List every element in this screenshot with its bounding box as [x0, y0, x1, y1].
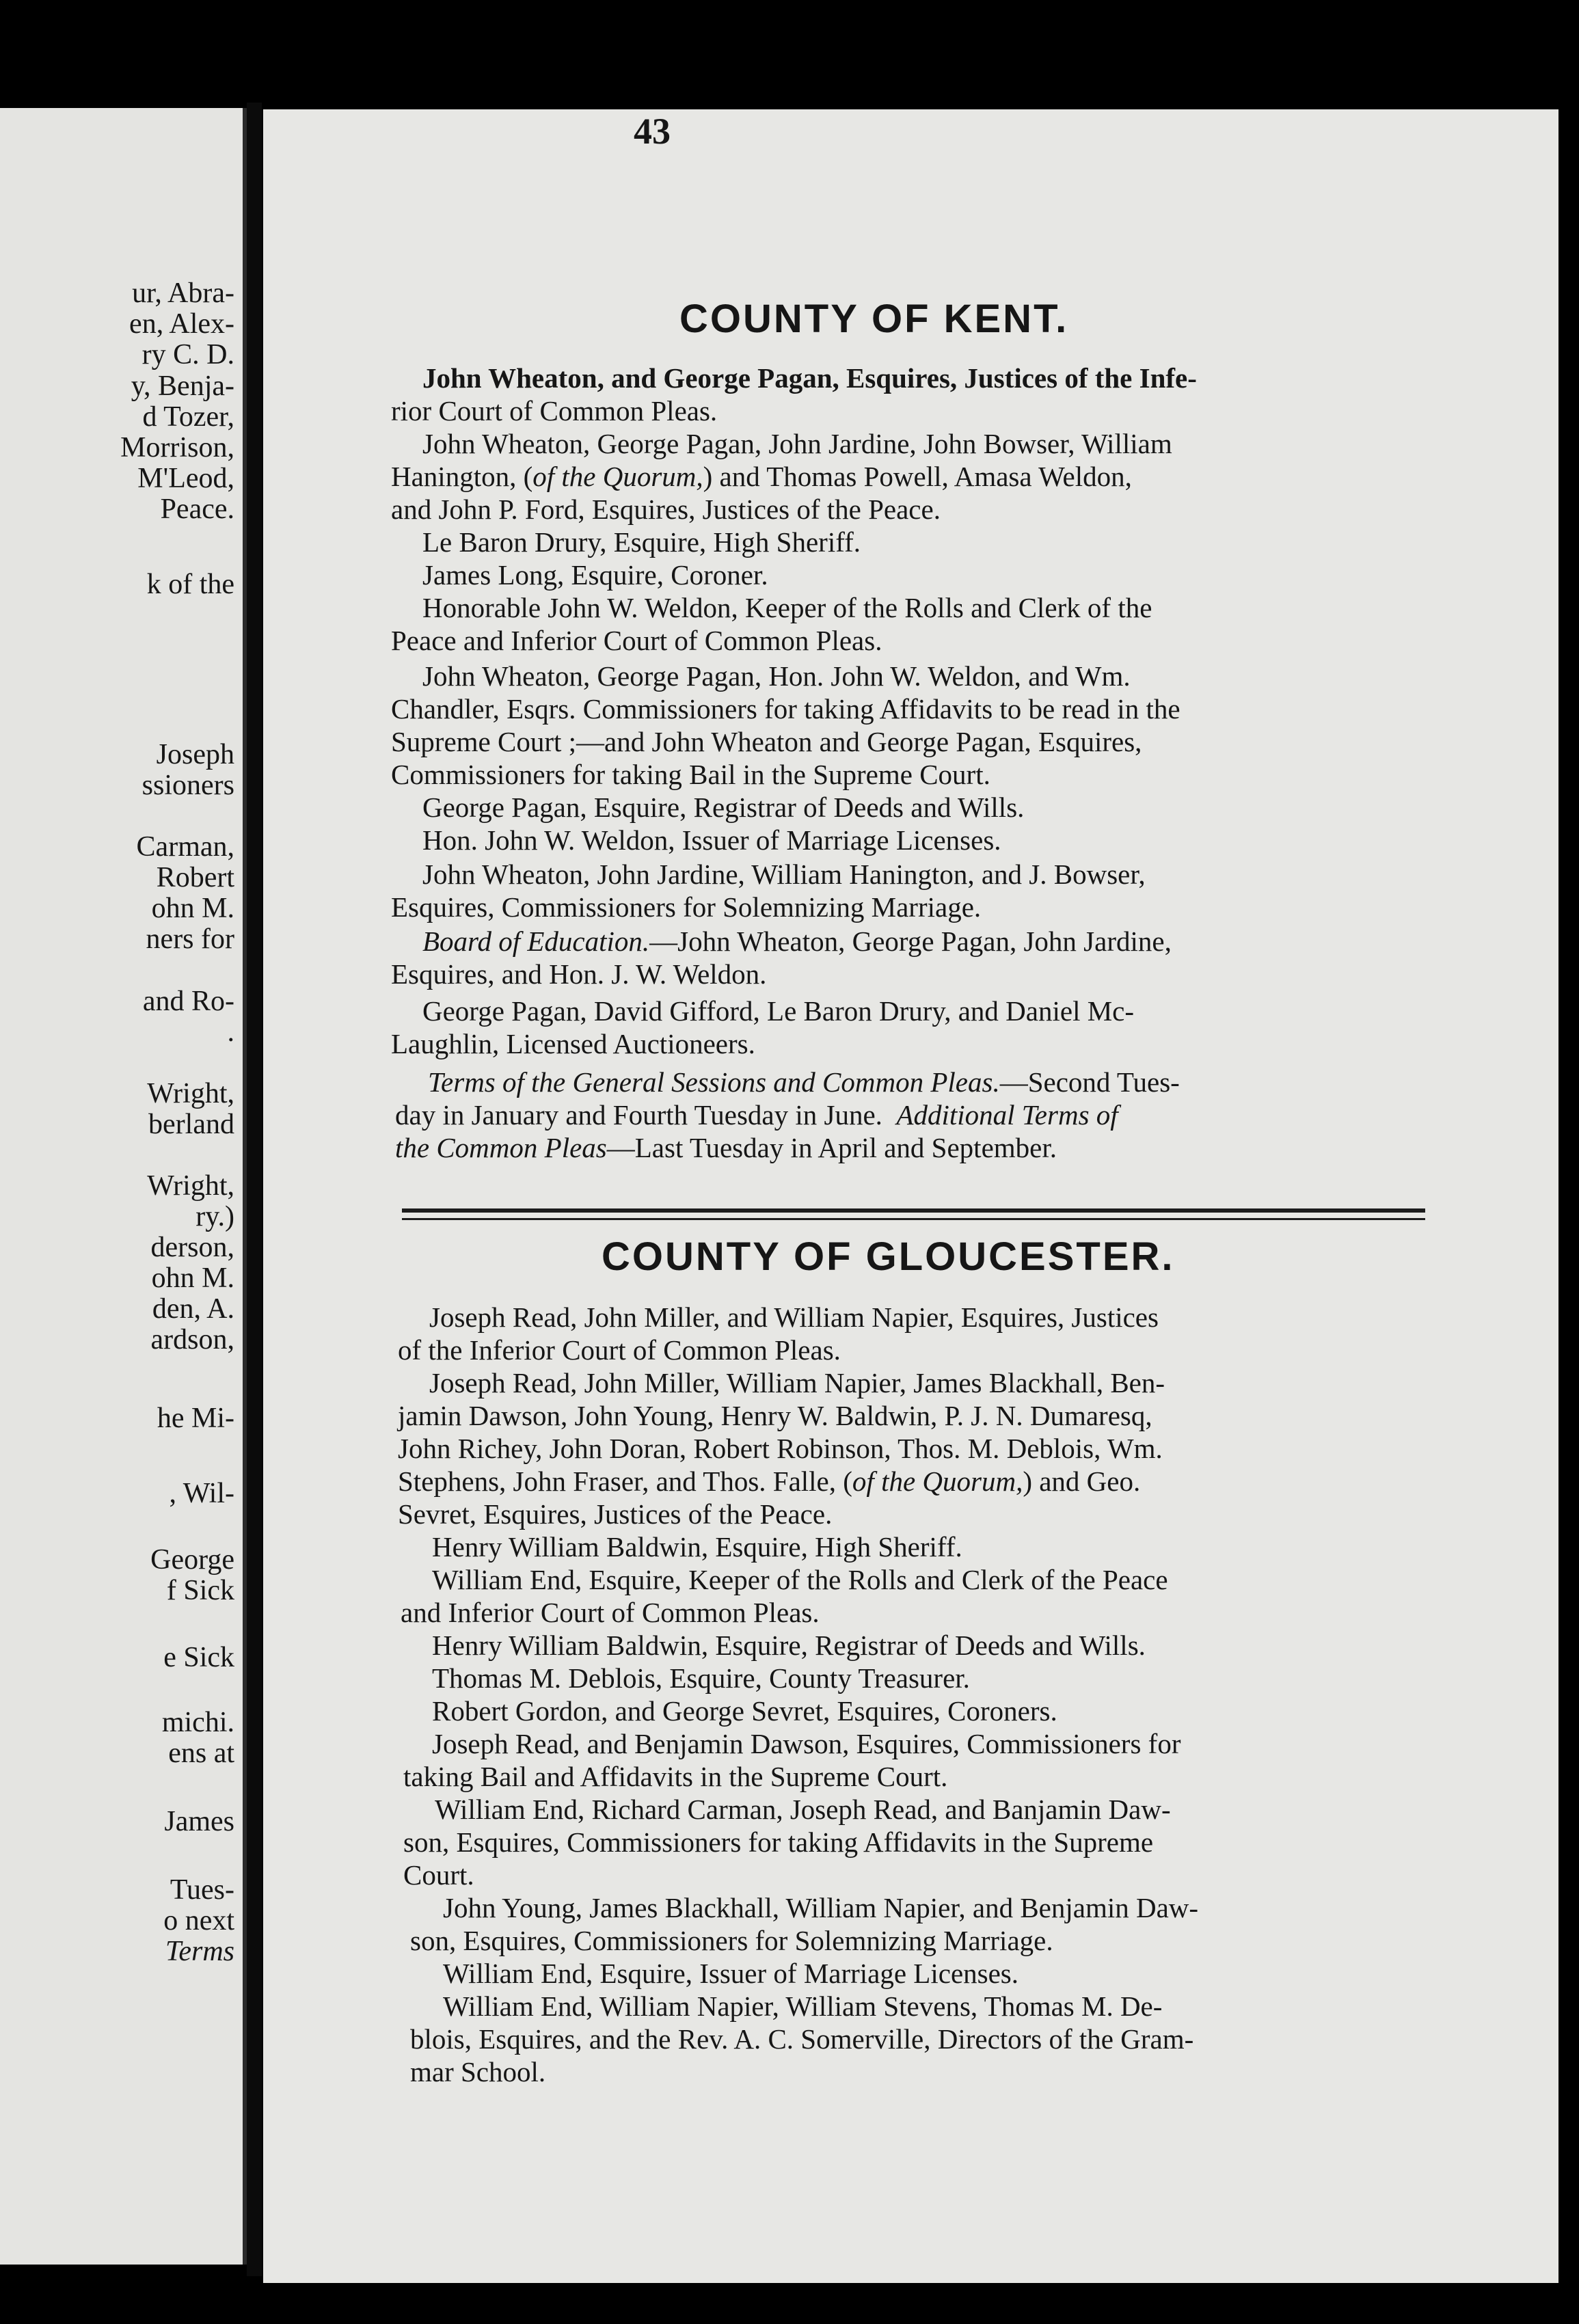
kent-line: Chandler, Esqrs. Commissioners for taking Affidavits to be read in the — [391, 693, 1180, 725]
gloucester-line: William End, Richard Carman, Joseph Read, and Banjamin Daw- — [435, 1794, 1171, 1825]
facing-page-line: Morrison, — [120, 432, 234, 463]
gloucester-line: John Young, James Blackhall, William Napier, and Benjamin Daw- — [443, 1892, 1199, 1923]
gloucester-line: Sevret, Esquires, Justices of the Peace. — [398, 1498, 833, 1530]
facing-page-line: den, A. — [152, 1293, 234, 1325]
gloucester-line: son, Esquires, Commissioners for taking Affidavits in the Supreme — [403, 1826, 1154, 1858]
facing-page-line: ohn M. — [151, 893, 234, 924]
section-divider — [402, 1218, 1425, 1220]
kent-line: John Wheaton, John Jardine, William Hanington, and J. Bowser, — [422, 859, 1146, 890]
facing-page-line: M'Leod, — [137, 463, 234, 494]
facing-page-line: ens at — [168, 1738, 234, 1769]
facing-page-line: ohn M. — [151, 1262, 234, 1294]
facing-page-line: Wright, — [147, 1170, 234, 1202]
kent-line: Commissioners for taking Bail in the Supreme Court. — [391, 759, 990, 790]
kent-line: Le Baron Drury, Esquire, High Sheriff. — [422, 526, 861, 558]
gloucester-line: Robert Gordon, and George Sevret, Esquires, Coroners. — [432, 1695, 1057, 1727]
facing-page-line: berland — [148, 1109, 234, 1140]
gloucester-line: taking Bail and Affidavits in the Supreme Court. — [403, 1761, 948, 1792]
facing-page-line: Robert — [156, 862, 234, 893]
gloucester-line: mar School. — [410, 2056, 546, 2087]
gloucester-line: of the Inferior Court of Common Pleas. — [398, 1334, 841, 1366]
facing-page-line: o next — [163, 1905, 234, 1936]
gloucester-line: William End, Esquire, Issuer of Marriage Licenses. — [443, 1958, 1019, 1989]
facing-page-line: y, Benja- — [131, 370, 234, 402]
facing-page-line: Tues- — [170, 1874, 234, 1906]
gloucester-line: blois, Esquires, and the Rev. A. C. Somerville, Directors of the Gram- — [410, 2023, 1194, 2055]
facing-page-line: Terms — [165, 1936, 234, 1967]
kent-line: the Common Pleas—Last Tuesday in April and September. — [395, 1132, 1057, 1163]
facing-page-line: , Wil- — [169, 1478, 234, 1509]
gloucester-line: Court. — [403, 1859, 474, 1891]
gloucester-line: John Richey, John Doran, Robert Robinson, Thos. M. Deblois, Wm. — [398, 1433, 1163, 1464]
gloucester-line: Joseph Read, John Miller, and William Napier, Esquires, Justices — [429, 1301, 1159, 1333]
section-divider — [402, 1208, 1425, 1213]
gloucester-line: and Inferior Court of Common Pleas. — [401, 1597, 820, 1628]
kent-line: Hanington, (of the Quorum,) and Thomas Powell, Amasa Weldon, — [391, 461, 1132, 492]
gloucester-line: Thomas M. Deblois, Esquire, County Treasurer. — [432, 1662, 970, 1694]
kent-line: Peace and Inferior Court of Common Pleas. — [391, 625, 882, 656]
facing-page-fragment — [0, 108, 247, 2265]
facing-page-line: ry C. D. — [141, 339, 234, 370]
facing-page-line: ur, Abra- — [132, 278, 234, 309]
page-number: 43 — [634, 111, 671, 152]
kent-line: George Pagan, Esquire, Registrar of Deeds and Wills. — [422, 792, 1025, 823]
facing-page-line: d Tozer, — [142, 401, 234, 433]
kent-line: Esquires, and Hon. J. W. Weldon. — [391, 958, 767, 990]
facing-page-line: Peace. — [160, 494, 234, 525]
kent-line: Terms of the General Sessions and Common Pleas.—Second Tues- — [428, 1066, 1180, 1098]
gloucester-heading: COUNTY OF GLOUCESTER. — [602, 1234, 1175, 1279]
facing-page-line: James — [164, 1806, 234, 1837]
kent-line: Laughlin, Licensed Auctioneers. — [391, 1028, 755, 1059]
kent-line: John Wheaton, George Pagan, John Jardine, John Bowser, William — [422, 428, 1172, 459]
gloucester-line: Henry William Baldwin, Esquire, Registrar of Deeds and Wills. — [432, 1630, 1146, 1661]
gloucester-line: Henry William Baldwin, Esquire, High Sheriff. — [432, 1531, 962, 1563]
kent-line: day in January and Fourth Tuesday in June. Additional Terms of — [395, 1099, 1118, 1131]
facing-page-line: e Sick — [163, 1642, 234, 1673]
facing-page-line: michi. — [161, 1707, 234, 1738]
kent-line: rior Court of Common Pleas. — [391, 395, 718, 427]
kent-line: John Wheaton, and George Pagan, Esquires, Justices of the Infe- — [422, 362, 1197, 394]
facing-page-line: Carman, — [136, 831, 234, 863]
gloucester-line: Stephens, John Fraser, and Thos. Falle, (of the Quorum,) and Geo. — [398, 1465, 1141, 1497]
gloucester-line: jamin Dawson, John Young, Henry W. Baldwin, P. J. N. Dumaresq, — [398, 1400, 1152, 1431]
kent-line: Board of Education.—John Wheaton, George Pagan, John Jardine, — [422, 925, 1172, 957]
kent-line: Esquires, Commissioners for Solemnizing Marriage. — [391, 891, 982, 923]
gloucester-line: Joseph Read, John Miller, William Napier, James Blackhall, Ben- — [429, 1367, 1165, 1399]
kent-line: John Wheaton, George Pagan, Hon. John W. Weldon, and Wm. — [422, 660, 1131, 692]
gloucester-line: son, Esquires, Commissioners for Solemnizing Marriage. — [410, 1925, 1053, 1956]
facing-page-line: ssioners — [141, 770, 234, 801]
facing-page-line: k of the — [146, 569, 234, 600]
kent-line: James Long, Esquire, Coroner. — [422, 559, 768, 591]
facing-page-line: . — [227, 1016, 234, 1048]
facing-page-line: en, Alex- — [129, 308, 234, 340]
kent-line: Honorable John W. Weldon, Keeper of the Rolls and Clerk of the — [422, 592, 1152, 623]
facing-page-line: Wright, — [147, 1078, 234, 1109]
facing-page-line: he Mi- — [157, 1403, 234, 1434]
book-gutter — [247, 103, 262, 2276]
gloucester-line: William End, William Napier, William Stevens, Thomas M. De- — [443, 1990, 1163, 2022]
kent-line: George Pagan, David Gifford, Le Baron Drury, and Daniel Mc- — [422, 995, 1135, 1027]
gloucester-line: Joseph Read, and Benjamin Dawson, Esquires, Commissioners for — [432, 1728, 1181, 1759]
gloucester-line: William End, Esquire, Keeper of the Rolls and Clerk of the Peace — [432, 1564, 1168, 1595]
facing-page-line: ry.) — [195, 1201, 234, 1232]
kent-line: and John P. Ford, Esquires, Justices of the Peace. — [391, 494, 941, 525]
facing-page-line: and Ro- — [142, 986, 234, 1017]
kent-heading: COUNTY OF KENT. — [679, 297, 1069, 341]
facing-page-line: ardson, — [150, 1324, 234, 1355]
facing-page-line: derson, — [150, 1232, 234, 1263]
kent-line: Hon. John W. Weldon, Issuer of Marriage Licenses. — [422, 824, 1001, 856]
facing-page-line: ners for — [146, 923, 234, 955]
kent-line: Supreme Court ;—and John Wheaton and George Pagan, Esquires, — [391, 726, 1142, 757]
facing-page-line: George — [150, 1544, 234, 1576]
facing-page-line: f Sick — [166, 1575, 234, 1606]
facing-page-line: Joseph — [156, 739, 234, 770]
